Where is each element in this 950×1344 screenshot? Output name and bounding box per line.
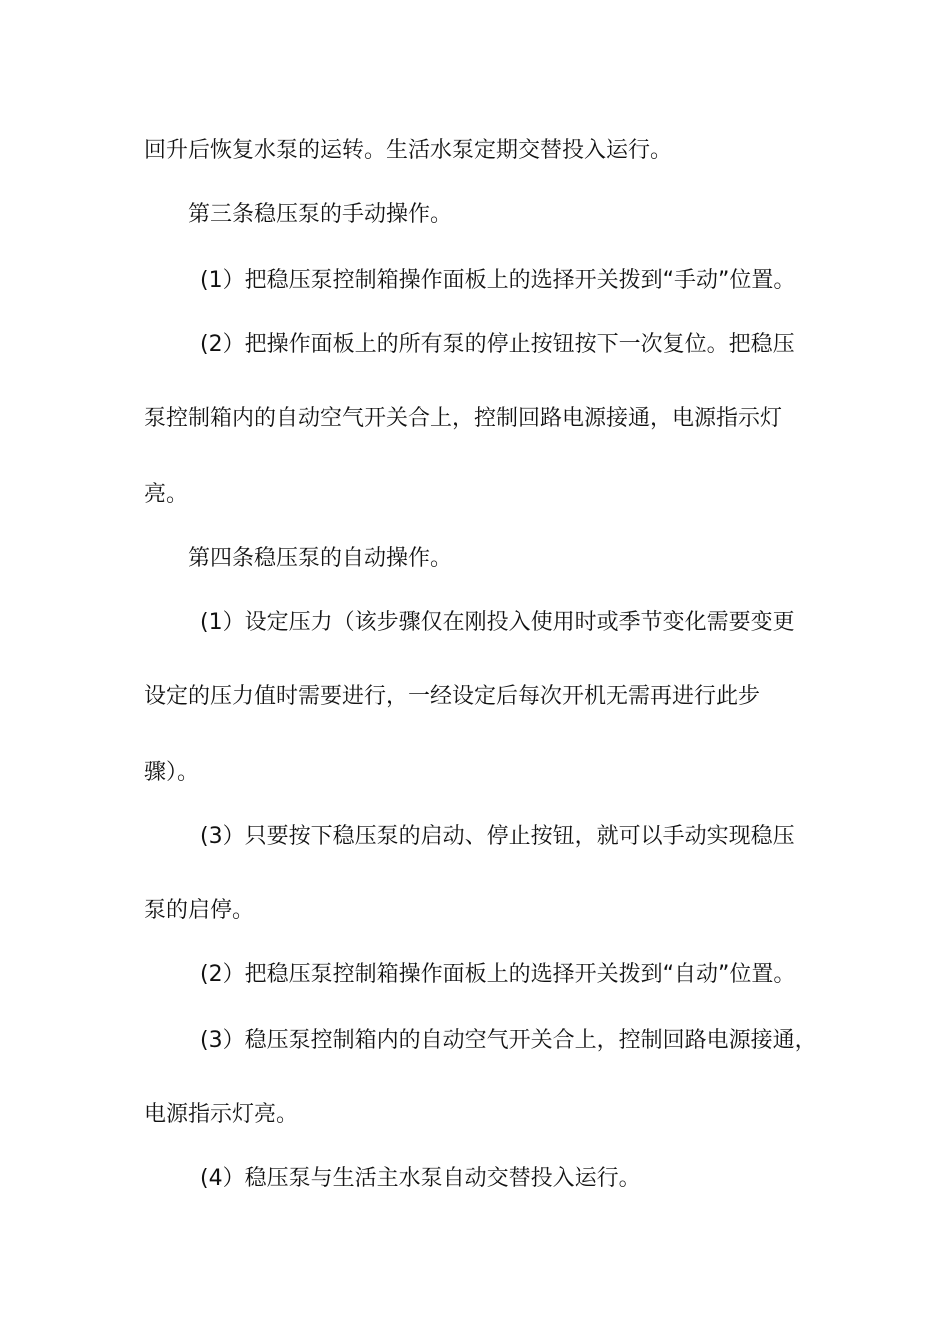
paragraph-line: 骤）。 <box>144 760 200 785</box>
paragraph-line: 电源指示灯亮。 <box>144 1102 299 1127</box>
list-item: (2）把操作面板上的所有泵的停止按钮按下一次复位。把稳压 <box>200 332 795 357</box>
list-item: (4）稳压泵与生活主水泵自动交替投入运行。 <box>200 1166 641 1191</box>
section-heading: 第四条稳压泵的自动操作。 <box>188 546 453 571</box>
list-item: (3）只要按下稳压泵的启动、停止按钮，就可以手动实现稳压 <box>200 824 795 849</box>
list-item: (3）稳压泵控制箱内的自动空气开关合上，控制回路电源接通， <box>200 1028 817 1053</box>
list-item: (2）把稳压泵控制箱操作面板上的选择开关拨到“自动”位置。 <box>200 962 796 987</box>
list-item: (1）把稳压泵控制箱操作面板上的选择开关拨到“手动”位置。 <box>200 268 796 293</box>
paragraph-line: 设定的压力值时需要进行，一经设定后每次开机无需再进行此步 <box>144 684 761 709</box>
paragraph-line: 亮。 <box>144 482 189 507</box>
paragraph-line: 回升后恢复水泵的运转。生活水泵定期交替投入运行。 <box>144 138 673 163</box>
section-heading: 第三条稳压泵的手动操作。 <box>188 202 453 227</box>
paragraph-line: 泵控制箱内的自动空气开关合上，控制回路电源接通，电源指示灯 <box>144 406 783 431</box>
list-item: (1）设定压力（该步骤仅在刚投入使用时或季节变化需要变更 <box>200 610 795 635</box>
paragraph-line: 泵的启停。 <box>144 898 255 923</box>
